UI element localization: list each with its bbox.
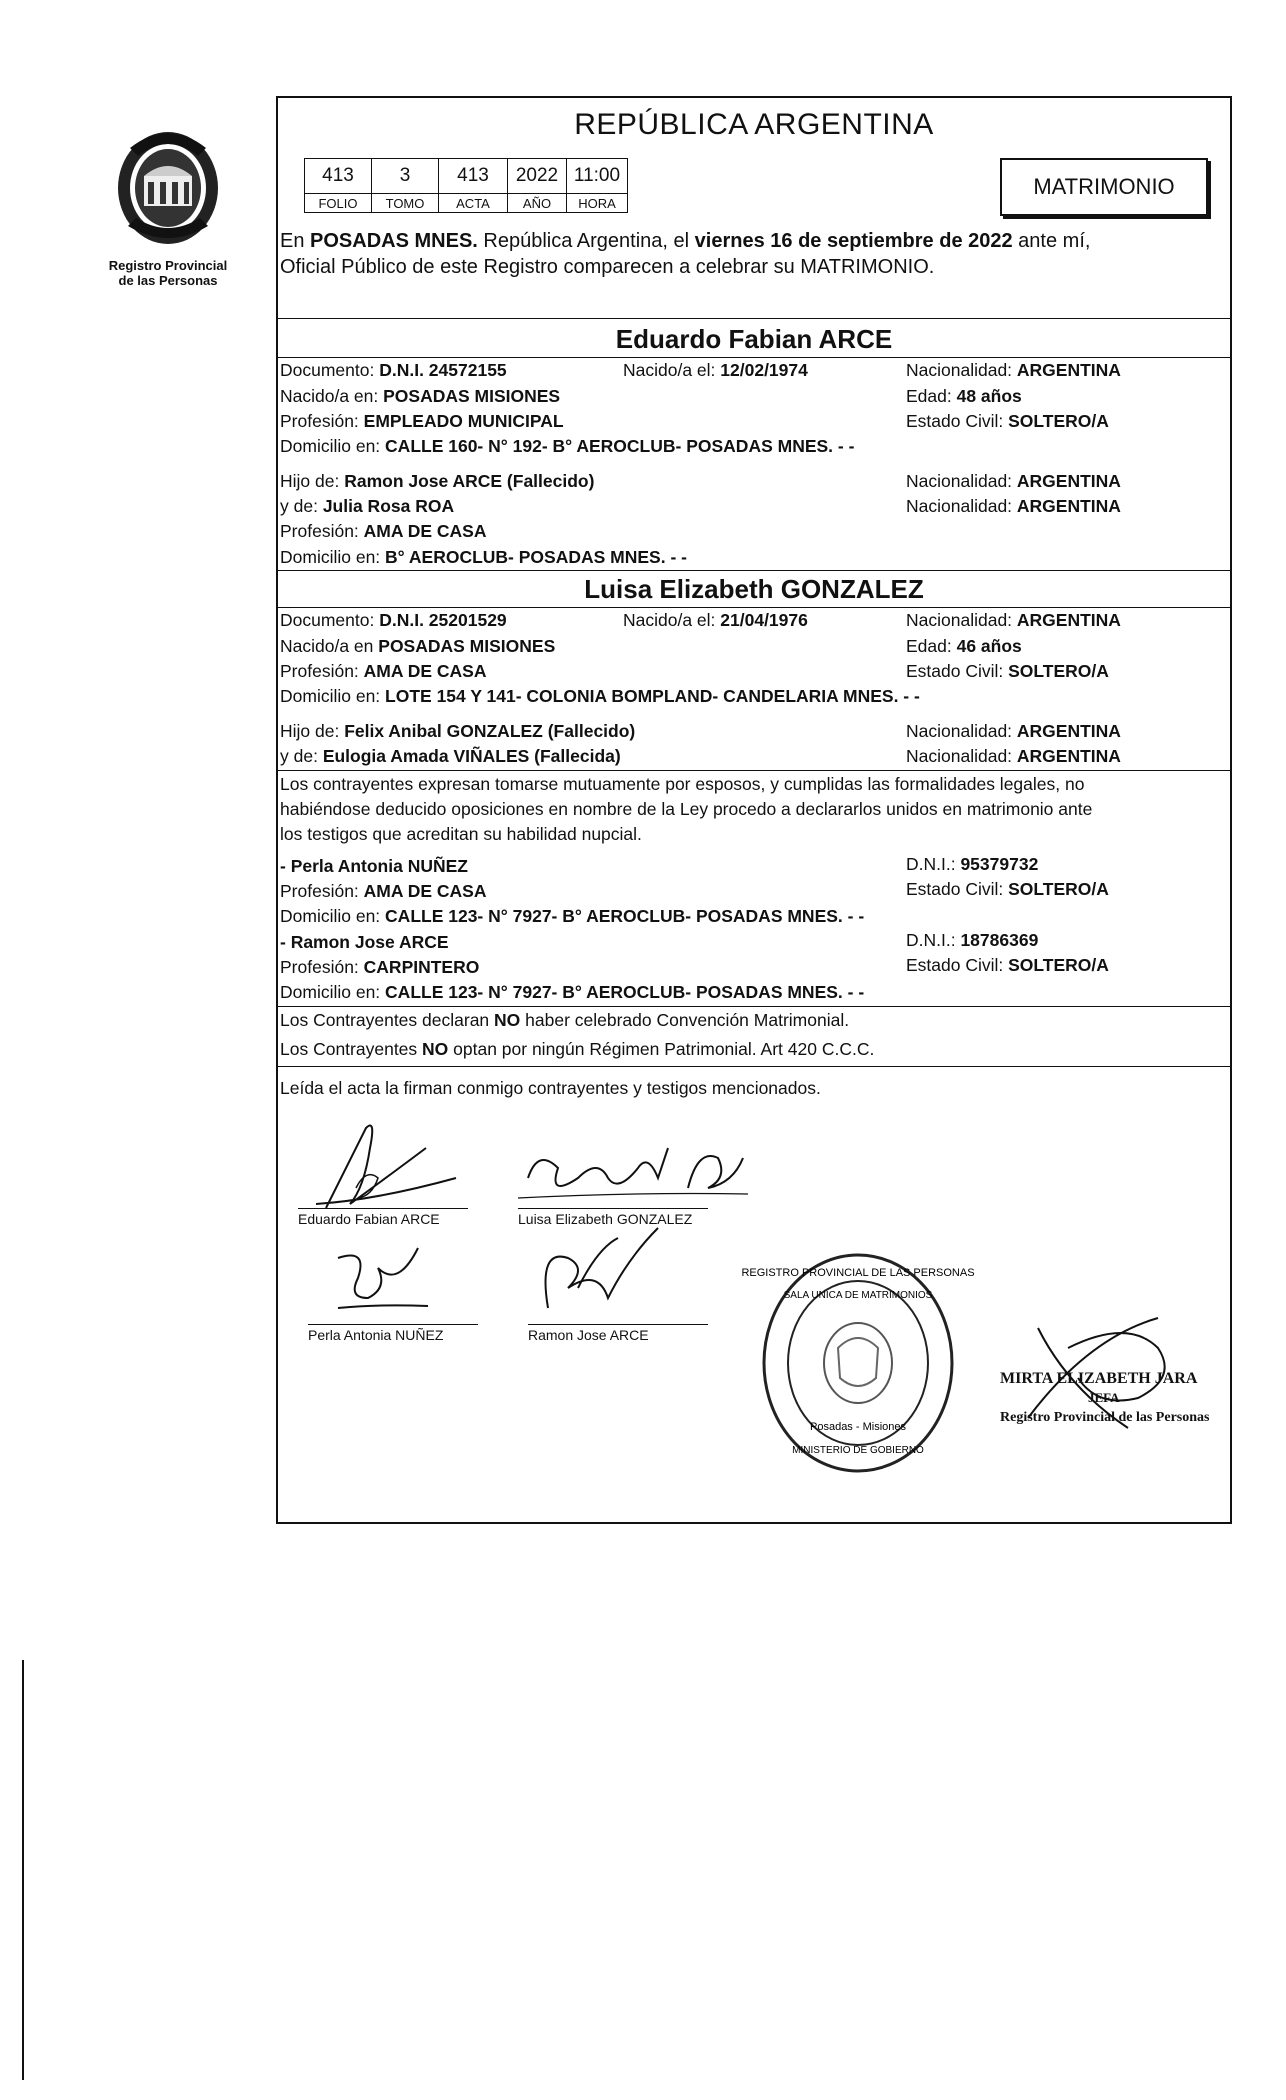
seal-ministry: MINISTERIO DE GOBIERNO (792, 1445, 924, 1456)
divider (278, 1066, 1230, 1067)
place: POSADAS MNES. (310, 230, 478, 252)
witness2-profession: Profesión: CARPINTERO (280, 957, 480, 977)
bride-father-nationality: Nacionalidad: ARGENTINA (906, 721, 1121, 741)
register-data-table (304, 158, 628, 213)
bride-signature-icon (518, 1138, 758, 1208)
groom-age: Edad: 48 años (906, 386, 1022, 406)
bride-birthplace: Nacido/a en POSADAS MISIONES (280, 636, 556, 656)
divider (278, 1006, 1230, 1007)
divider (278, 570, 1230, 571)
certificate-type-box: MATRIMONIO (1000, 158, 1208, 216)
witness1-civil-status: Estado Civil: SOLTERO/A (906, 879, 1109, 899)
bride-nationality: Nacionalidad: ARGENTINA (906, 610, 1121, 630)
groom-address: Domicilio en: CALLE 160- N° 192- B° AEROCLUB- POSADAS MNES. - - (280, 436, 855, 456)
groom-birthplace: Nacido/a en: POSADAS MISIONES (280, 386, 561, 406)
official-name: MIRTA ELIZABETH JARA (1000, 1370, 1198, 1387)
marriage-certificate (276, 96, 1232, 1524)
bride-father: Hijo de: Felix Anibal GONZALEZ (Fallecido) (280, 721, 636, 741)
official-role: JEFA (1088, 1390, 1120, 1405)
hour-label: HORA (567, 194, 628, 213)
witness2-address: Domicilio en: CALLE 123- N° 7927- B° AEROCLUB- POSADAS MNES. - - (280, 982, 865, 1002)
witness1-profession: Profesión: AMA DE CASA (280, 881, 487, 901)
acta-value: 413 (439, 159, 508, 194)
document-title: REPÚBLICA ARGENTINA (574, 108, 934, 141)
provincial-coat-of-arms-icon (108, 118, 228, 252)
tomo-label: TOMO (372, 194, 439, 213)
hour-value: 11:00 (567, 159, 628, 194)
witness2-name: - Ramon Jose ARCE (280, 932, 449, 952)
witness1-dni: D.N.I.: 95379732 (906, 854, 1039, 874)
groom-signature-label: Eduardo Fabian ARCE (298, 1208, 468, 1227)
official-office: Registro Provincial de las Personas (1000, 1410, 1210, 1425)
bride-age: Edad: 46 años (906, 636, 1022, 656)
groom-civil-status: Estado Civil: SOLTERO/A (906, 411, 1109, 431)
groom-mother: y de: Julia Rosa ROA (280, 496, 455, 516)
bride-signature-label: Luisa Elizabeth GONZALEZ (518, 1208, 708, 1227)
divider (278, 607, 1230, 608)
bride-name: Luisa Elizabeth GONZALEZ (584, 574, 924, 604)
witness2-dni: D.N.I.: 18786369 (906, 930, 1039, 950)
bride-civil-status: Estado Civil: SOLTERO/A (906, 661, 1109, 681)
groom-mother-nationality: Nacionalidad: ARGENTINA (906, 496, 1121, 516)
intro-paragraph: En POSADAS MNES. República Argentina, el viernes 16 de septiembre de 2022 ante mí, Oficial Público de este Registro comparecen a celebrar su MATRIMONIO. (280, 230, 1091, 278)
declaration-paragraph: Los contrayentes expresan tomarse mutuamente por esposos, y cumplidas las formalidades legales, no habiéndose deducido oposiciones en nombre de la Ley procedo a declararlos unidos en matrimonio ante los testigos que acreditan su habilidad nupcial. (280, 774, 1093, 844)
year-value: 2022 (508, 159, 567, 194)
convention-statement: Los Contrayentes declaran NO haber celebrado Convención Matrimonial. (280, 1010, 850, 1030)
witness1-signature-icon (318, 1238, 438, 1318)
witness1-name: - Perla Antonia NUÑEZ (280, 856, 468, 876)
ceremony-date: viernes 16 de septiembre de 2022 (694, 230, 1013, 252)
witness2-signature-label: Ramon Jose ARCE (528, 1324, 708, 1343)
seal-ring-inner: SALA UNICA DE MATRIMONIOS (783, 1290, 933, 1301)
registry-logo (98, 118, 238, 288)
year-label: AÑO (508, 194, 567, 213)
groom-mother-profession: Profesión: AMA DE CASA (280, 521, 487, 541)
witness2-signature-icon (528, 1228, 668, 1318)
groom-document: Documento: D.N.I. 24572155 (280, 360, 507, 380)
bride-birthdate: Nacido/a el: 21/04/1976 (623, 610, 808, 630)
acta-label: ACTA (439, 194, 508, 213)
folio-value: 413 (305, 159, 372, 194)
patrimonial-regime-statement: Los Contrayentes NO optan por ningún Régimen Patrimonial. Art 420 C.C.C. (280, 1039, 875, 1059)
tomo-value: 3 (372, 159, 439, 194)
divider (278, 357, 1230, 358)
divider (278, 318, 1230, 319)
groom-father-nationality: Nacionalidad: ARGENTINA (906, 471, 1121, 491)
groom-birthdate: Nacido/a el: 12/02/1974 (623, 360, 808, 380)
bride-mother: y de: Eulogia Amada VIÑALES (Fallecida) (280, 746, 621, 766)
witness2-civil-status: Estado Civil: SOLTERO/A (906, 955, 1109, 975)
seal-ring-top: REGISTRO PROVINCIAL DE LAS PERSONAS (741, 1267, 975, 1279)
closing-statement: Leída el acta la firman conmigo contrayentes y testigos mencionados. (280, 1078, 821, 1098)
registry-seal-icon (741, 1248, 975, 1478)
divider (278, 770, 1230, 771)
groom-name: Eduardo Fabian ARCE (615, 324, 893, 354)
seal-city: Posadas - Misiones (810, 1421, 906, 1433)
logo-caption: Registro Provincial de las Personas (108, 258, 228, 288)
groom-profession: Profesión: EMPLEADO MUNICIPAL (280, 411, 564, 431)
folio-label: FOLIO (305, 194, 372, 213)
bride-mother-nationality: Nacionalidad: ARGENTINA (906, 746, 1121, 766)
bride-address: Domicilio en: LOTE 154 Y 141- COLONIA BOMPLAND- CANDELARIA MNES. - - (280, 686, 920, 706)
groom-signature-icon (306, 1108, 466, 1218)
groom-father: Hijo de: Ramon Jose ARCE (Fallecido) (280, 471, 595, 491)
bride-document: Documento: D.N.I. 25201529 (280, 610, 507, 630)
witness1-address: Domicilio en: CALLE 123- N° 7927- B° AEROCLUB- POSADAS MNES. - - (280, 906, 865, 926)
page-margin-line (22, 1660, 24, 2080)
bride-profession: Profesión: AMA DE CASA (280, 661, 487, 681)
witness1-signature-label: Perla Antonia NUÑEZ (308, 1324, 478, 1343)
groom-nationality: Nacionalidad: ARGENTINA (906, 360, 1121, 380)
groom-parents-address: Domicilio en: B° AEROCLUB- POSADAS MNES. - - (280, 547, 687, 567)
